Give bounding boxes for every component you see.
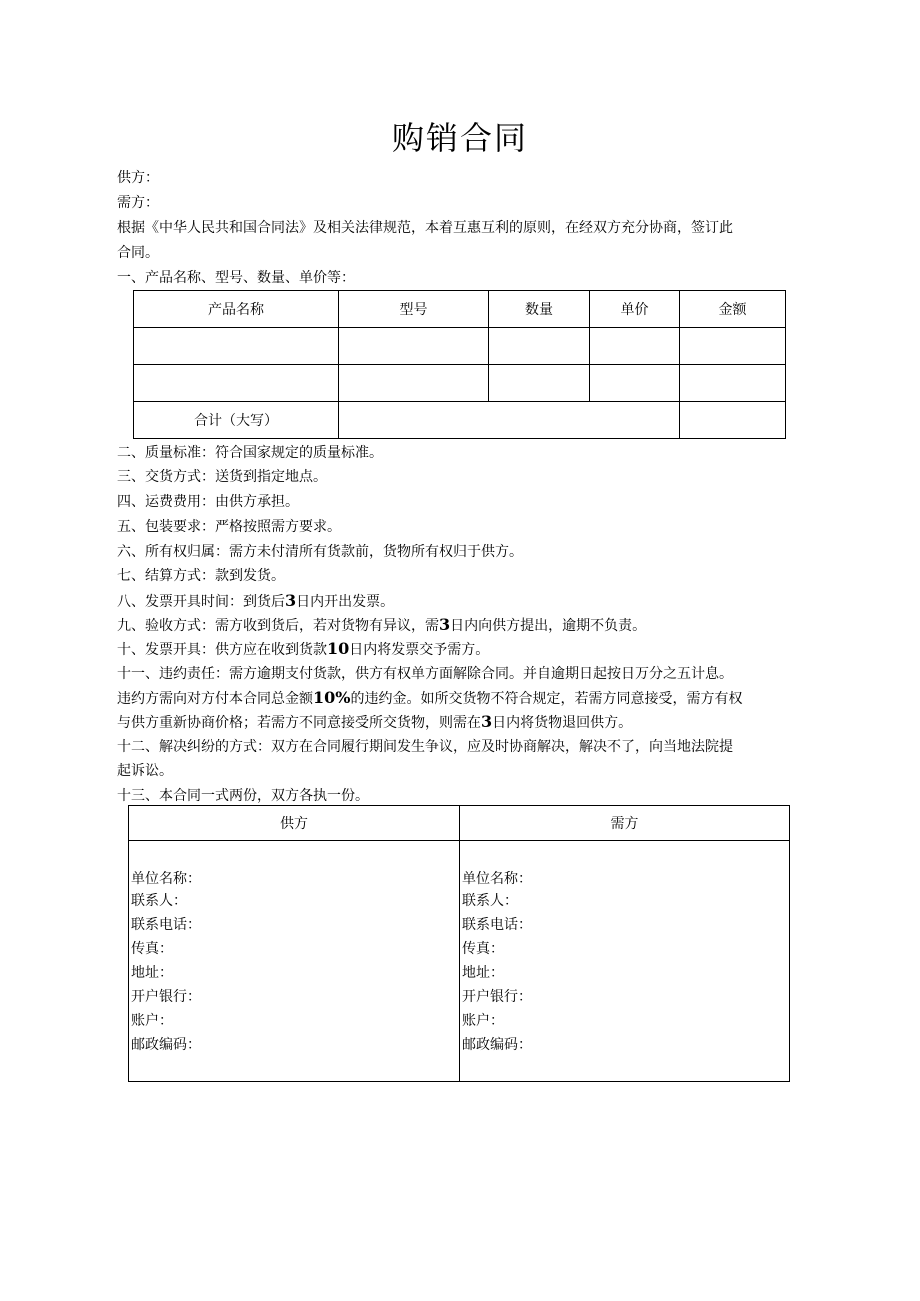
table-cell[interactable] (134, 365, 339, 402)
table-cell[interactable] (680, 328, 786, 365)
clause-11-line-2 (117, 686, 807, 711)
clause-11-text-b: 的违约金。如所交货物不符合规定，若需方同意接受，需方有权 (350, 691, 743, 707)
clause-9 (117, 613, 807, 638)
clause-13: 十三、本合同一式两份，双方各执一份。 (117, 788, 369, 804)
clause-9-days: 3 (439, 615, 451, 634)
supplier-bank-label: 开户银行： (131, 989, 201, 1005)
buyer-address-label: 地址： (462, 965, 504, 981)
buyer-info-cell[interactable] (460, 841, 790, 1082)
supplier-company-name-label: 单位名称： (131, 871, 201, 887)
table-cell[interactable] (590, 365, 680, 402)
clause-2: 二、质量标准：符合国家规定的质量标准。 (117, 445, 383, 461)
buyer-phone-label: 联系电话： (462, 917, 532, 933)
buyer-fields (460, 841, 789, 1057)
clause-12-line-1: 十二、解决纠纷的方式：双方在合同履行期间发生争议，应及时协商解决，解决不了，向当地法院提 (117, 739, 733, 755)
buyer-postcode-label: 邮政编码： (462, 1037, 532, 1053)
clause-3: 三、交货方式：送货到指定地点。 (117, 469, 327, 485)
clause-8-text-b: 日内开出发票。 (296, 594, 395, 610)
clause-9-text-a: 九、验收方式：需方收到货后，若对货物有异议，需 (117, 618, 439, 634)
intro-line-1: 根据《中华人民共和国合同法》及相关法律规范，本着互惠互利的原则，在经双方充分协商，签订此 (117, 220, 733, 236)
buyer-company-name-label: 单位名称： (462, 871, 532, 887)
clause-8-text-a: 八、发票开具时间：到货后 (117, 594, 285, 610)
total-uppercase-cell[interactable] (339, 402, 680, 439)
table-row (134, 328, 786, 365)
supplier-header: 供方 (129, 806, 460, 841)
intro-line-2: 合同。 (117, 245, 159, 261)
clause-10 (117, 637, 807, 662)
clause-11-penalty-percent: 10% (313, 688, 351, 707)
table-cell[interactable] (339, 365, 489, 402)
supplier-line: 供方： (117, 170, 159, 186)
clause-10-text-a: 十、发票开具：供方应在收到货款 (117, 642, 327, 658)
supplier-info-cell[interactable] (129, 841, 460, 1082)
supplier-account-label: 账户： (131, 1013, 173, 1029)
table-cell[interactable] (489, 365, 590, 402)
table-cell[interactable] (590, 328, 680, 365)
buyer-bank-label: 开户银行： (462, 989, 532, 1005)
clause-11-text-d: 日内将货物退回供方。 (492, 715, 633, 731)
total-amount-cell[interactable] (680, 402, 786, 439)
clause-1: 一、产品名称、型号、数量、单价等： (117, 270, 355, 286)
party-info-table (128, 805, 790, 1082)
table-cell[interactable] (680, 365, 786, 402)
header-model: 型号 (339, 291, 489, 328)
supplier-contact-label: 联系人： (131, 893, 187, 909)
header-amount: 金额 (680, 291, 786, 328)
clause-5: 五、包装要求：严格按照需方要求。 (117, 519, 341, 535)
clause-11-line-1: 十一、违约责任：需方逾期支付货款，供方有权单方面解除合同。并自逾期日起按日万分之五计息。 (117, 666, 733, 682)
product-table (133, 290, 786, 439)
supplier-address-label: 地址： (131, 965, 173, 981)
table-cell[interactable] (489, 328, 590, 365)
table-cell[interactable] (339, 328, 489, 365)
buyer-contact-label: 联系人： (462, 893, 518, 909)
clause-11-return-days: 3 (481, 712, 493, 731)
clause-8 (117, 589, 807, 614)
clause-7: 七、结算方式：款到发货。 (117, 568, 285, 584)
clause-10-text-b: 日内将发票交予需方。 (349, 642, 490, 658)
product-table-header-row (134, 291, 786, 328)
clause-11-text-a: 违约方需向对方付本合同总金额 (117, 691, 313, 707)
clause-8-days: 3 (285, 591, 297, 610)
supplier-fax-label: 传真： (131, 941, 173, 957)
document-title: 购销合同 (391, 119, 528, 157)
total-row (134, 402, 786, 439)
table-cell[interactable] (134, 328, 339, 365)
clause-12-line-2: 起诉讼。 (117, 763, 173, 779)
clause-11-text-c: 与供方重新协商价格；若需方不同意接受所交货物，则需在 (117, 715, 481, 731)
clause-10-days: 10 (327, 639, 350, 658)
clause-4: 四、运费费用：由供方承担。 (117, 494, 299, 510)
party-body-row (129, 841, 790, 1082)
header-product-name: 产品名称 (134, 291, 339, 328)
clause-9-text-b: 日内向供方提出，逾期不负责。 (450, 618, 647, 634)
party-header-row (129, 806, 790, 841)
supplier-phone-label: 联系电话： (131, 917, 201, 933)
clause-6: 六、所有权归属：需方未付清所有货款前，货物所有权归于供方。 (117, 544, 523, 560)
buyer-line: 需方： (117, 195, 159, 211)
supplier-fields (129, 841, 459, 1057)
clause-11-line-3 (117, 710, 807, 735)
table-row (134, 365, 786, 402)
buyer-fax-label: 传真： (462, 941, 504, 957)
header-unit-price: 单价 (590, 291, 680, 328)
supplier-postcode-label: 邮政编码： (131, 1037, 201, 1053)
header-quantity: 数量 (489, 291, 590, 328)
buyer-header: 需方 (460, 806, 790, 841)
buyer-account-label: 账户： (462, 1013, 504, 1029)
total-label: 合计（大写） (134, 402, 339, 439)
